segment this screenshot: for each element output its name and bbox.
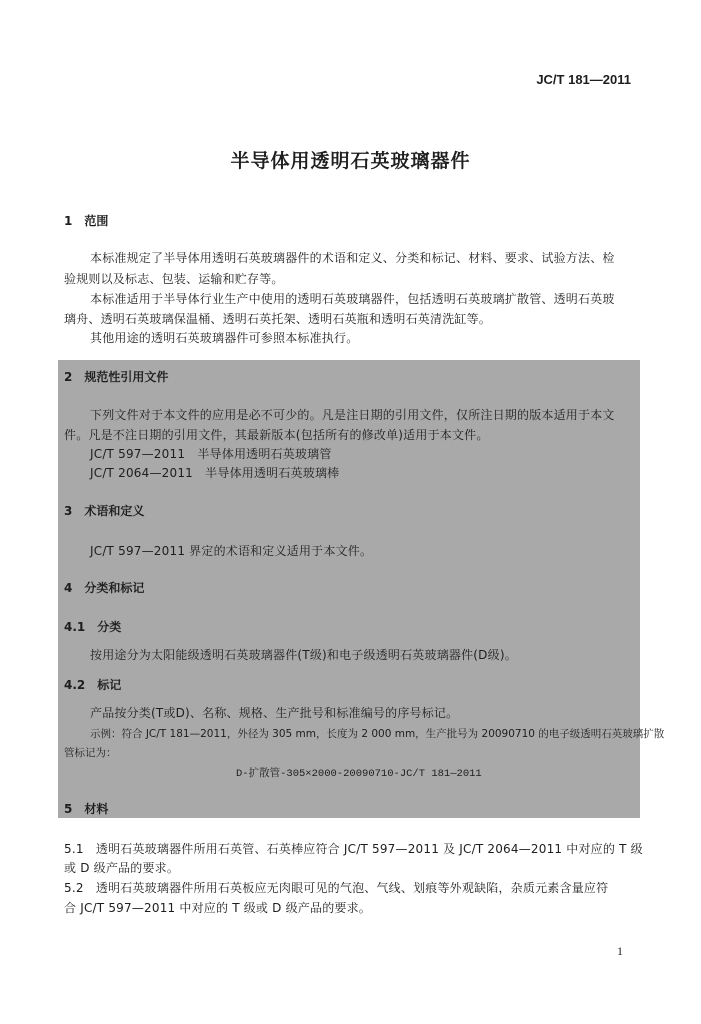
page-number: 1 <box>617 944 623 958</box>
standard-code: JC/T 181—2011 <box>536 72 631 87</box>
document-title: 半导体用透明石英玻璃器件 <box>230 150 471 172</box>
section-4-2-heading: 4.2 标记 <box>64 678 122 692</box>
section-4-heading: 4 分类和标记 <box>64 581 145 595</box>
section-2-heading: 2 规范性引用文件 <box>64 370 169 384</box>
references-p1-line1: 下列文件对于本文件的应用是必不可少的。凡是注日期的引用文件，仅所注日期的版本适用于本文 <box>90 408 615 422</box>
scope-p1-line1: 本标准规定了半导体用透明石英玻璃器件的术语和定义、分类和标记、材料、要求、试验方法、检 <box>90 251 615 265</box>
materials-5-2-line1: 5.2 透明石英玻璃器件所用石英板应无肉眼可见的气泡、气线、划痕等外观缺陷，杂质元素含量应符 <box>64 881 609 895</box>
materials-5-2-line2: 合 JC/T 597—2011 中对应的 T 级或 D 级产品的要求。 <box>64 901 372 915</box>
reference-item: JC/T 597—2011 半导体用透明石英玻璃管 <box>90 447 332 461</box>
example-line2: 管标记为： <box>64 747 117 759</box>
materials-5-1-line2: 或 D 级产品的要求。 <box>64 861 180 875</box>
section-3-heading: 3 术语和定义 <box>64 504 145 518</box>
example-line1: 示例：符合 JC/T 181—2011，外径为 305 mm，长度为 2 000 mm，生产批号为 20090710 的电子级透明石英玻璃扩散 <box>90 728 665 740</box>
scope-p2-line1: 本标准适用于半导体行业生产中使用的透明石英玻璃器件，包括透明石英玻璃扩散管、透明石英玻 <box>90 292 615 306</box>
scope-p3: 其他用途的透明石英玻璃器件可参照本标准执行。 <box>90 331 359 345</box>
scope-p2-line2: 璃舟、透明石英玻璃保温桶、透明石英托架、透明石英瓶和透明石英清洗缸等。 <box>64 312 492 326</box>
section-4-1-heading: 4.1 分类 <box>64 620 122 634</box>
references-p1-line2: 件。凡是不注日期的引用文件，其最新版本(包括所有的修改单)适用于本文件。 <box>64 428 489 442</box>
section-5-heading: 5 材料 <box>64 802 109 816</box>
classification-text: 按用途分为太阳能级透明石英玻璃器件(T级)和电子级透明石英玻璃器件(D级)。 <box>90 648 517 662</box>
marking-text: 产品按分类(T或D)、名称、规格、生产批号和标准编号的序号标记。 <box>90 706 459 720</box>
section-1-heading: 1 范围 <box>64 214 109 228</box>
marking-example: D-扩散管-305×2000-20090710-JC/T 181—2011 <box>236 768 482 780</box>
materials-5-1-line1: 5.1 透明石英玻璃器件所用石英管、石英棒应符合 JC/T 597—2011 及 JC/T 2064—2011 中对应的 T 级 <box>64 842 643 856</box>
scope-p1-line2: 验规则以及标志、包装、运输和贮存等。 <box>64 272 284 286</box>
terms-p1: JC/T 597—2011 界定的术语和定义适用于本文件。 <box>90 544 373 558</box>
reference-item: JC/T 2064—2011 半导体用透明石英玻璃棒 <box>90 466 340 480</box>
